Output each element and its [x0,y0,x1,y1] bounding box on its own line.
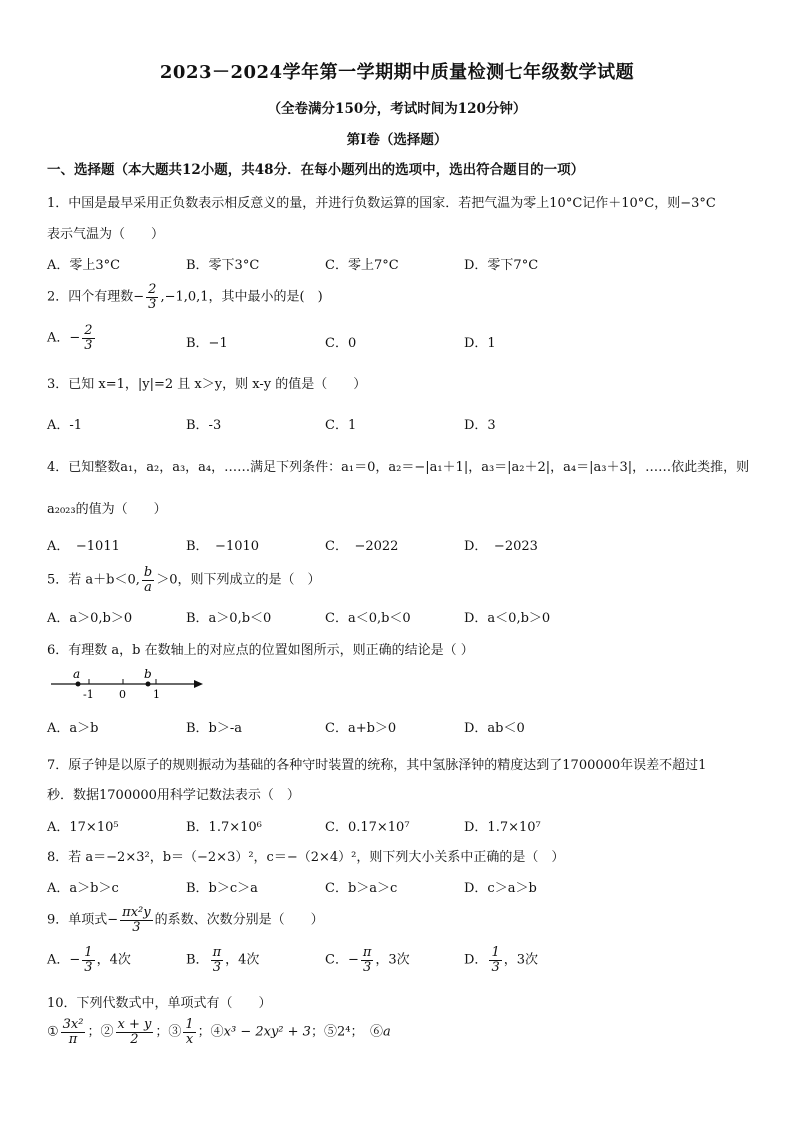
q9-suffix: 的系数、次数分别是（ ） [154,912,324,928]
q9-fraction-den: 3 [132,919,141,935]
q9-option-d-den: 3 [491,959,500,975]
q9-option-c-num: π [362,945,372,960]
q9-option-c-label: C．− [325,952,359,968]
q10-item2-marker: ；② [87,1024,114,1040]
q5-option-a: A．a＞0,b＞0 [47,611,133,626]
q9-option-c-fraction [361,946,374,974]
q10-item4-marker: ；④ [197,1024,224,1040]
q10-item5-expr: 2⁴ [336,1024,351,1040]
q9-option-a-fraction [82,946,94,974]
q10-item3-num: 1 [185,1017,194,1032]
q10-item1-fraction [61,1018,86,1046]
q8-option-d: D．c＞a＞b [464,881,537,896]
q2-fraction-num: 2 [148,282,157,297]
q3-option-c: C．1 [325,418,357,433]
q9-option-b-den: 3 [212,959,221,975]
q3-question: 3．已知 x=1，|y|=2 且 x＞y，则 x-y 的值是（ ） [47,377,367,392]
q9-option-d-fraction [489,946,501,974]
q2-option-a-num: 2 [84,323,93,338]
q4-option-c: C． −2022 [325,539,399,554]
q4-option-b: B． −1010 [186,539,260,554]
q9-prefix: 9．单项式− [47,912,119,928]
q9-option-d-num: 1 [491,945,500,960]
q1-option-c: C．零上7°C [325,258,399,273]
q9-option-a-suffix: ，4次 [96,952,131,968]
q6-option-a: A．a＞b [47,721,99,736]
q2-prefix: 2．四个有理数− [47,289,145,305]
q10-item3-marker: ；③ [155,1024,182,1040]
q9-option-d-label: D． [464,952,488,968]
q9-option-c [325,946,410,974]
q10-item1-den: π [68,1031,78,1047]
q4-option-d: D． −2023 [464,539,538,554]
q4-text-line2: a₂₀₂₃的值为（ ） [47,502,167,517]
q5-fraction-den: a [144,579,152,595]
q2-suffix: ,−1,0,1，其中最小的是( ) [160,289,323,305]
q10-item2-fraction [116,1018,154,1046]
q3-option-d: D．3 [464,418,496,433]
q8-option-c: C．b＞a＞c [325,881,398,896]
q9-option-a-num: 1 [84,945,93,960]
q6-option-b: B．b＞-a [186,721,243,736]
q2-question [47,283,323,311]
q10-item3-den: x [185,1031,194,1047]
q5-option-b: B．a＞0,b＜0 [186,611,272,626]
label-one: 1 [153,688,160,701]
q3-option-b: B．-3 [186,418,222,433]
q6-question: 6．有理数 a，b 在数轴上的对应点的位置如图所示，则正确的结论是（ ） [47,643,474,658]
q1-option-b: B．零下3°C [186,258,260,273]
q1-option-a: A．零上3°C [47,258,121,273]
q5-option-d: D．a＜0,b＞0 [464,611,551,626]
q9-option-b-fraction [211,946,224,974]
q9-option-a-label: A．− [47,952,81,968]
q5-suffix: ＞0，则下列成立的是（ ） [156,572,321,588]
q5-question [47,566,321,594]
q7-option-d: D．1.7×10⁷ [464,820,541,835]
q6-option-c: C．a+b＞0 [325,721,397,736]
q9-option-c-den: 3 [362,959,372,975]
q5-fraction [142,566,154,594]
q9-option-b-suffix: ，4次 [225,952,260,968]
q10-question: 10．下列代数式中，单项式有（ ） [47,996,272,1011]
q5-option-c: C．a＜0,b＜0 [325,611,411,626]
q2-option-a-fraction [82,324,94,352]
q10-item3-fraction [183,1018,195,1046]
q10-item6-marker: ； ⑥ [350,1024,383,1040]
q9-option-b-label: B． [186,952,209,968]
q2-option-c: C．0 [325,336,357,351]
q9-option-d [464,946,538,974]
exam-title: 2023－2024学年第一学期期中质量检测七年级数学试题 [159,62,635,83]
q2-option-a-label: A．− [47,330,81,346]
point-b-dot [146,682,151,687]
section-heading: 一、选择题（本大题共12小题，共48分．在每小题列出的选项中，选出符合题目的一项） [47,162,585,178]
q10-item5-marker: ；⑤ [310,1024,337,1040]
q9-option-a [47,946,131,974]
q7-option-a: A．17×10⁵ [47,820,119,835]
number-line-arrow [194,680,203,688]
q2-option-b: B．−1 [186,336,228,351]
q10-item2-num: x + y [117,1017,152,1032]
label-a: a [73,667,81,681]
q1-option-d: D．零下7°C [464,258,539,273]
exam-subtitle: （全卷满分150分，考试时间为120分钟） [267,101,527,117]
q2-option-a-den: 3 [84,337,93,353]
q5-prefix: 5．若 a＋b＜0, [47,572,140,588]
q9-option-b-num: π [212,945,222,960]
q9-fraction [120,906,152,934]
q9-option-d-suffix: ，3次 [503,952,538,968]
q2-option-a [47,324,97,352]
q1-text-line1: 1．中国是最早采用正负数表示相反意义的量，并进行负数运算的国家．若把气温为零上10°C记作＋10°C，则−3°C [47,196,716,211]
q8-option-a: A．a＞b＞c [47,881,119,896]
q9-option-a-den: 3 [84,959,93,975]
q10-items [47,1018,391,1046]
q8-option-b: B．b＞c＞a [186,881,258,896]
q9-fraction-num: πx²y [122,905,151,920]
q5-fraction-num: b [143,565,153,580]
q7-text-line1: 7．原子钟是以原子的规则振动为基础的各种守时装置的统称，其中氢脉泽钟的精度达到了1700000年误差不超过1 [47,758,707,773]
q4-text-line1: 4．已知整数a₁，a₂，a₃，a₄，……满足下列条件：a₁＝0，a₂＝−|a₁＋1|，a₃＝|a₂＋2|，a₄＝|a₃＋3|，……依此类推，则 [47,460,750,475]
q10-item6-expr: a [382,1024,391,1040]
q4-option-a: A． −1011 [47,539,120,554]
q6-option-d: D．ab＜0 [464,721,525,736]
q7-text-line2: 秒．数据1700000用科学记数法表示（ ） [47,788,300,803]
point-a-dot [76,682,81,687]
volume-heading: 第I卷（选择题） [346,132,448,148]
q10-item1-num: 3x² [62,1017,84,1032]
q3-option-a: A．-1 [47,418,83,433]
q8-question: 8．若 a＝−2×3²，b＝（−2×3）²，c＝−（2×4）²，则下列大小关系中正确的是（ ） [47,850,565,865]
q2-option-d: D．1 [464,336,496,351]
q7-option-b: B．1.7×10⁶ [186,820,262,835]
q7-option-c: C．0.17×10⁷ [325,820,410,835]
label-zero: 0 [119,688,126,701]
q10-item4-expr: x³ − 2xy² + 3 [223,1024,311,1040]
q2-fraction [146,283,158,311]
q10-item1-marker: ① [47,1024,59,1040]
q9-option-c-suffix: ，3次 [375,952,410,968]
label-neg-one: -1 [83,688,94,701]
q1-text-line2: 表示气温为（ ） [47,227,165,242]
q10-item2-den: 2 [130,1031,139,1047]
label-b: b [144,667,152,681]
q2-fraction-den: 3 [148,296,157,312]
q9-question [47,906,324,934]
q9-option-b [186,946,259,974]
q6-number-line [47,664,217,704]
